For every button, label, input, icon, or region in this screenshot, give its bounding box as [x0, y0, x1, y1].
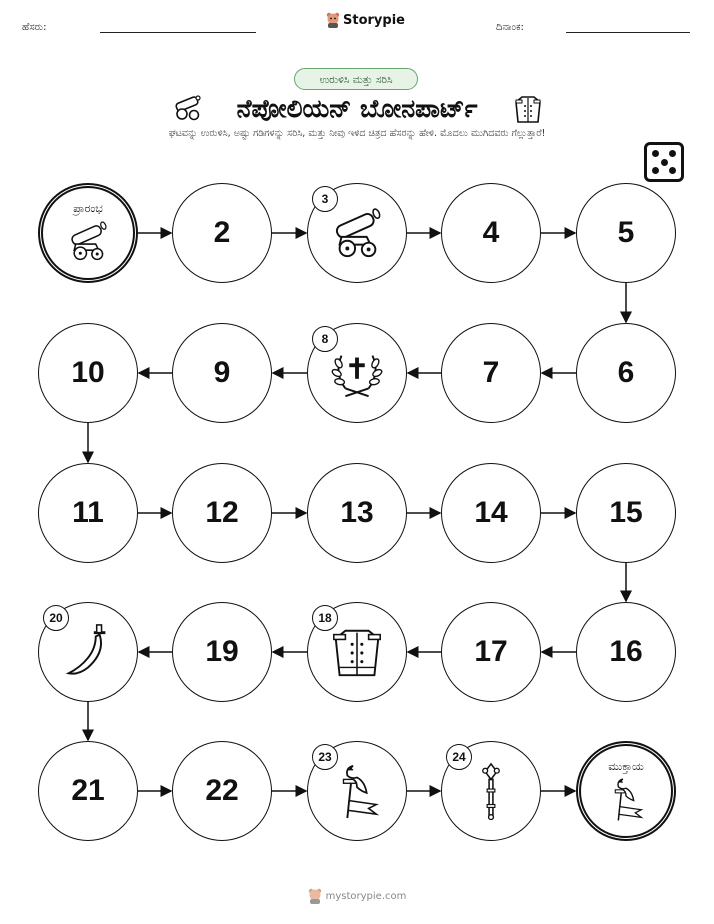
cell-number-badge: 20 [43, 605, 69, 631]
start-cell[interactable] [38, 183, 138, 283]
cell-number: 11 [72, 496, 104, 529]
name-label: ಹೆಸರು: [22, 22, 47, 33]
board-cell-8[interactable] [307, 323, 407, 423]
board-cell-15[interactable] [576, 463, 676, 563]
cell-number-badge: 8 [312, 326, 338, 352]
footer [0, 888, 714, 904]
board-cell-18[interactable] [307, 602, 407, 702]
eagle-standard-icon [603, 776, 649, 822]
cell-number: 13 [340, 496, 374, 529]
board-cell-20[interactable] [38, 602, 138, 702]
sabre-icon [59, 623, 117, 681]
cell-number: 6 [617, 356, 635, 389]
board-cell-11[interactable] [38, 463, 138, 563]
board-cell-24[interactable] [441, 741, 541, 841]
board-cell-9[interactable] [172, 323, 272, 423]
cell-number: 17 [474, 635, 508, 668]
board-cell-22[interactable] [172, 741, 272, 841]
board-cell-17[interactable] [441, 602, 541, 702]
cell-number: 10 [71, 356, 105, 389]
cell-number-badge: 23 [312, 744, 338, 770]
military-jacket-icon [328, 623, 386, 681]
cell-number: 16 [609, 635, 643, 668]
mode-pill: ಉರುಳಿಸಿ ಮತ್ತು ಸರಿಸಿ [294, 68, 418, 90]
board-cell-6[interactable] [576, 323, 676, 423]
finish-label: ಮುಕ್ತಾಯ [608, 760, 644, 773]
cell-number: 22 [205, 774, 239, 807]
cell-number: 5 [617, 216, 635, 249]
eagle-standard-icon [328, 762, 386, 820]
cell-number: 19 [205, 635, 239, 668]
footer-site[interactable]: mystorypie.com [325, 890, 407, 902]
board-cell-7[interactable] [441, 323, 541, 423]
board-cell-3[interactable] [307, 183, 407, 283]
date-label: ದಿನಾಂಕ: [496, 22, 524, 33]
bear-icon [308, 888, 322, 904]
board-cell-21[interactable] [38, 741, 138, 841]
cell-number: 7 [482, 356, 500, 389]
board-cell-2[interactable] [172, 183, 272, 283]
cell-number-badge: 18 [312, 605, 338, 631]
cell-number: 12 [205, 496, 239, 529]
instructions: ಘಟವನ್ನು ಉರುಳಿಸಿ, ಅಷ್ಟು ಗಡಿಗಳನ್ನು ಸರಿಸಿ, ಮತ್ತು ನೀವು ಇಳಿದ ಚಿತ್ರದ ಹೆಸರನ್ನು ಹೇಳಿ. ಮೊದಲು ಮುಗಿದವರು ಗೆಲ್ಲುತ್ತಾರೆ! [168, 128, 546, 139]
brand-name: Storypie [343, 12, 405, 28]
cell-number-badge: 3 [312, 186, 338, 212]
board-cell-16[interactable] [576, 602, 676, 702]
cell-number: 2 [213, 216, 231, 249]
cell-number: 14 [474, 496, 508, 529]
start-label: ಪ್ರಾರಂಭ [73, 202, 103, 215]
board-cell-13[interactable] [307, 463, 407, 563]
cell-number: 21 [71, 774, 105, 807]
board-cell-10[interactable] [38, 323, 138, 423]
cell-number: 15 [609, 496, 643, 529]
cell-number: 9 [213, 356, 231, 389]
finish-cell[interactable] [576, 741, 676, 841]
cannon-icon [65, 218, 111, 264]
board-cell-19[interactable] [172, 602, 272, 702]
laurel-cross-icon [328, 344, 386, 402]
board-cell-14[interactable] [441, 463, 541, 563]
cell-number-badge: 24 [446, 744, 472, 770]
board-cell-4[interactable] [441, 183, 541, 283]
board-cell-5[interactable] [576, 183, 676, 283]
board-cell-23[interactable] [307, 741, 407, 841]
cannon-icon [328, 204, 386, 262]
scepter-icon [462, 762, 520, 820]
board-cell-12[interactable] [172, 463, 272, 563]
cell-number: 4 [482, 216, 500, 249]
page-title: ನೆಪೋಲಿಯನ್ ಬೋನಪಾರ್ಟ್ [236, 94, 478, 123]
